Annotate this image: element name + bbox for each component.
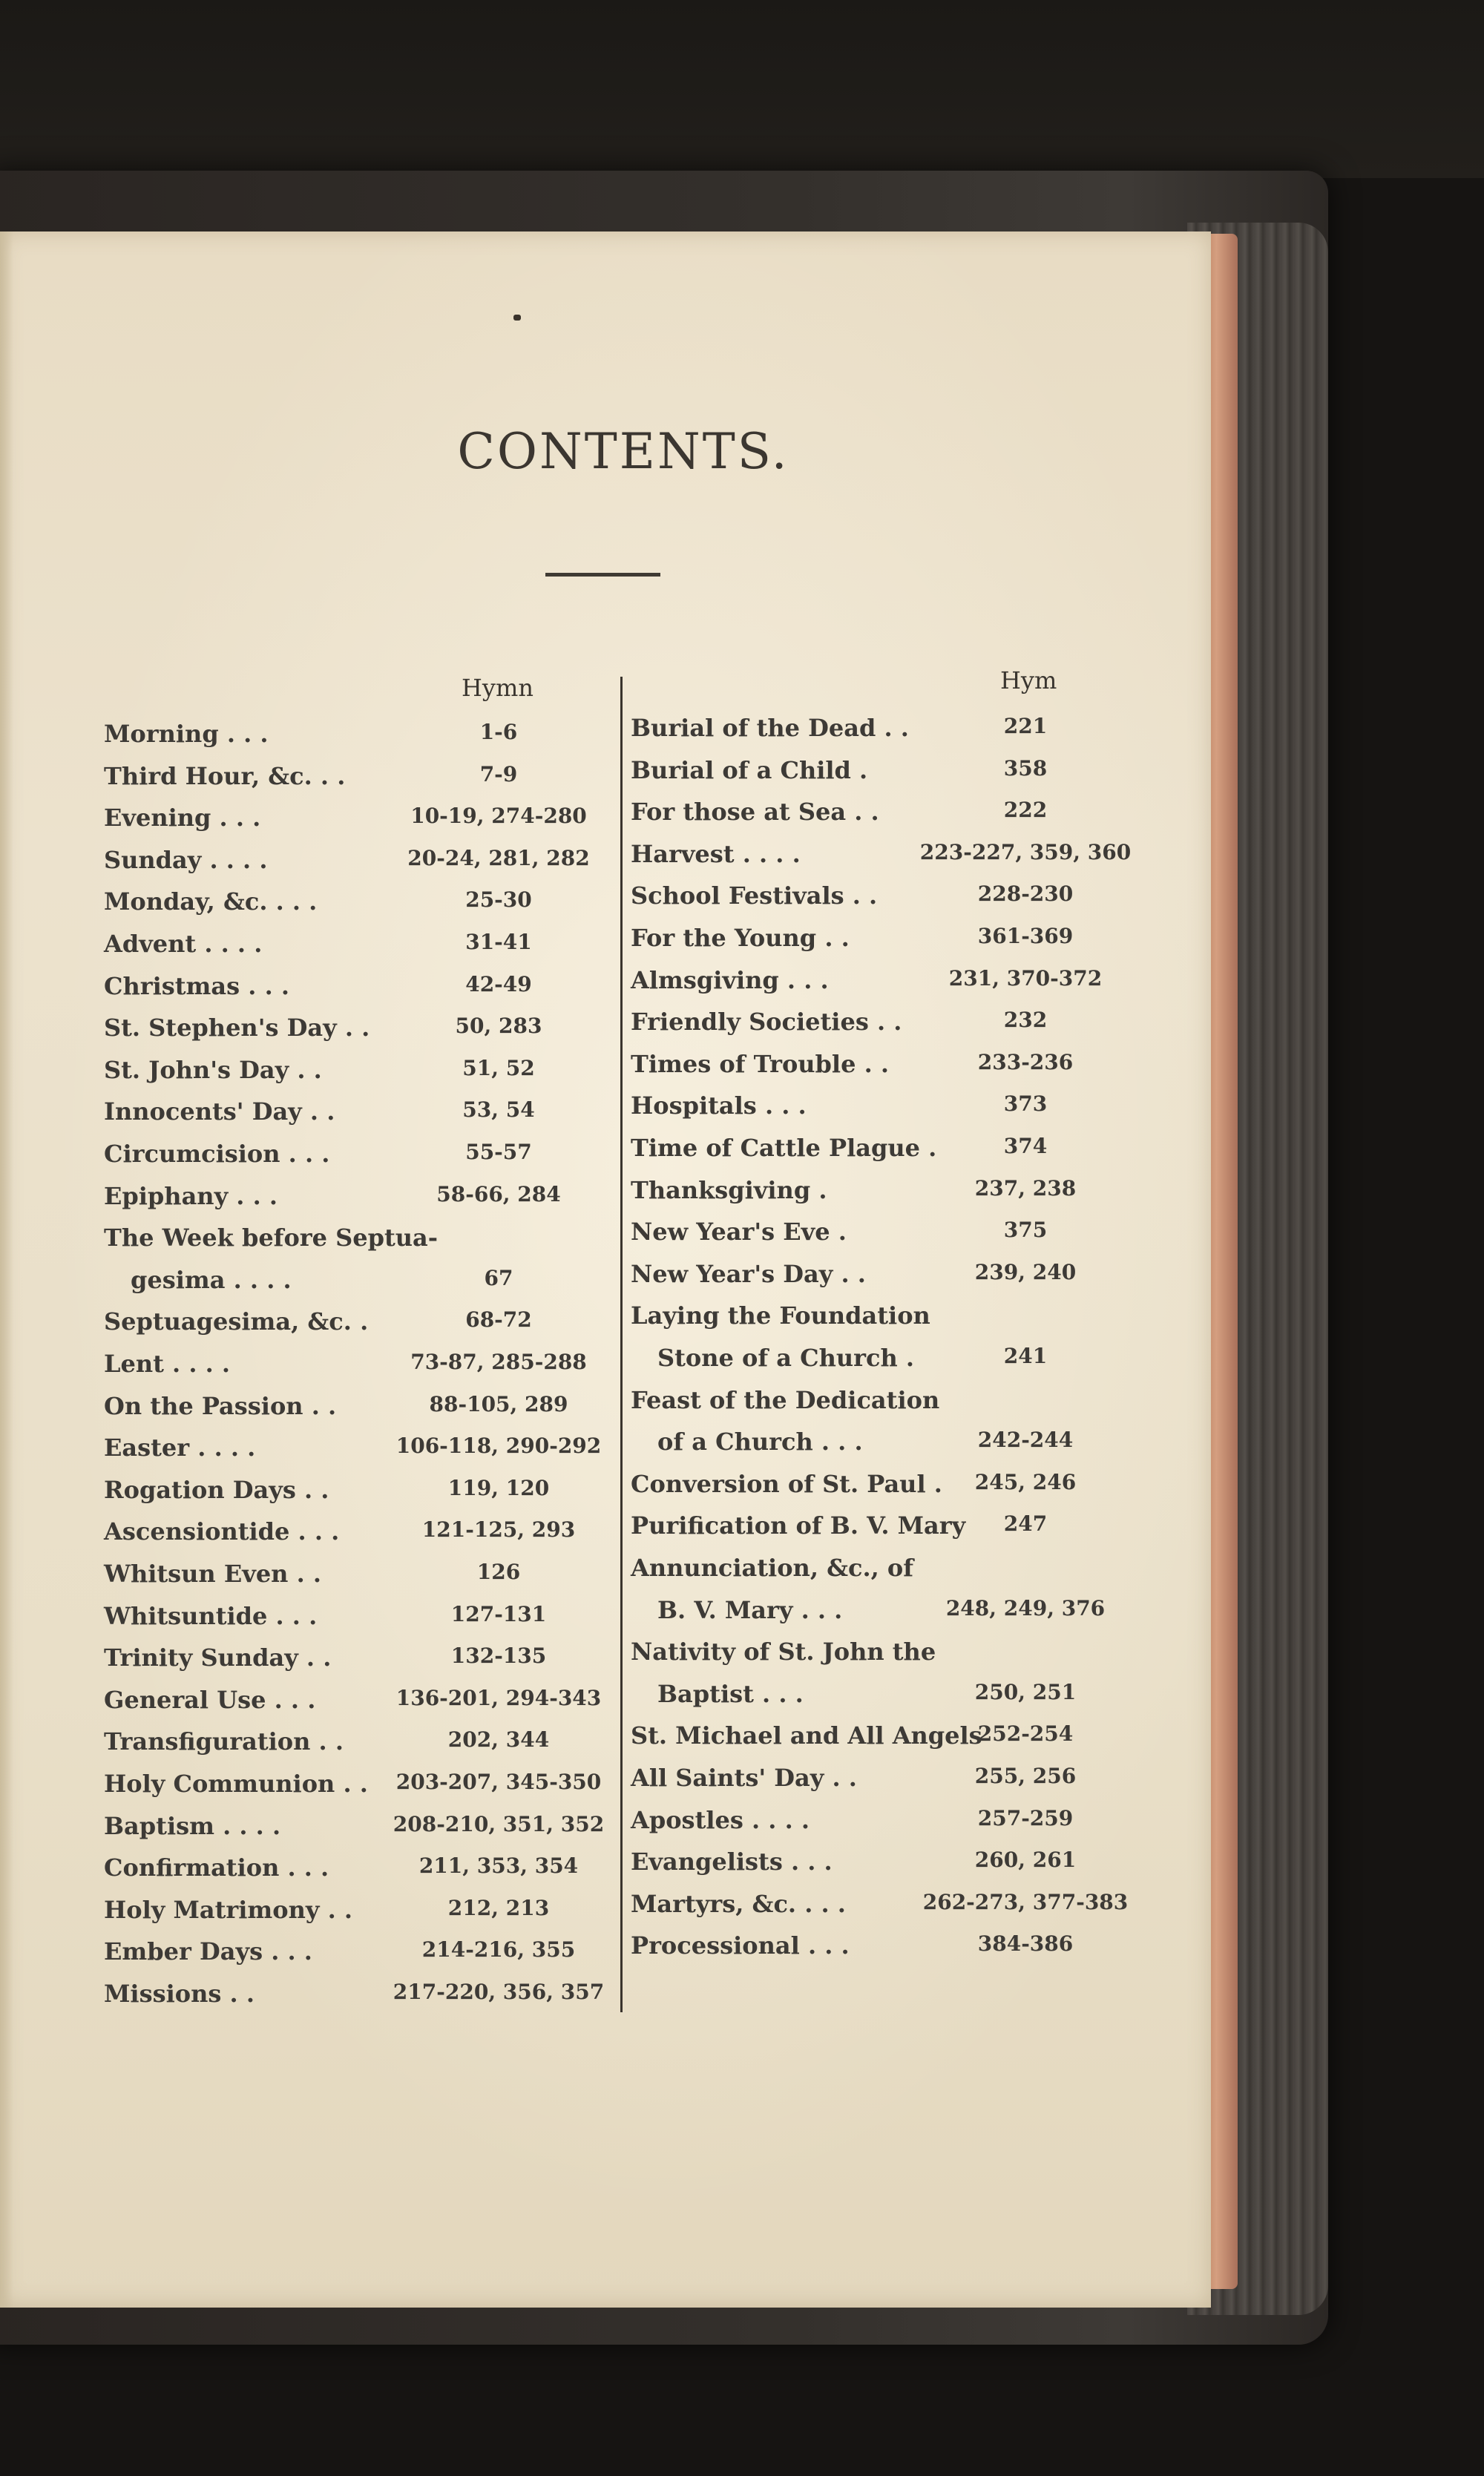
toc-entry-hymn-numbers: 88-105, 289 xyxy=(429,1391,568,1416)
toc-entry-label: Stone of a Church . xyxy=(657,1344,915,1372)
toc-entry-label: On the Passion . . xyxy=(104,1391,337,1420)
toc-entry xyxy=(104,1517,608,1559)
toc-entry-hymn-numbers: 255, 256 xyxy=(974,1764,1077,1788)
toc-entry-label: Septuagesima, &c. . xyxy=(104,1307,369,1336)
toc-entry-hymn-numbers: 51, 52 xyxy=(462,1055,535,1080)
toc-entry xyxy=(104,1980,608,2021)
toc-entry xyxy=(104,1476,608,1517)
toc-entry xyxy=(104,1392,608,1434)
toc-entry-hymn-numbers: 7-9 xyxy=(479,761,518,787)
toc-entry xyxy=(104,1686,608,1727)
toc-entry xyxy=(631,1848,1150,1889)
toc-entry xyxy=(631,1764,1150,1805)
toc-entry-label: Holy Matrimony . . xyxy=(104,1895,353,1924)
toc-entry xyxy=(631,1008,1150,1049)
toc-entry xyxy=(104,1307,608,1349)
toc-entry-hymn-numbers: 232 xyxy=(1003,1008,1048,1033)
toc-entry xyxy=(104,1097,608,1139)
toc-entry-label: St. John's Day . . xyxy=(104,1055,322,1084)
toc-entry-label: Morning . . . xyxy=(104,720,269,748)
toc-entry xyxy=(631,1806,1150,1848)
toc-entry-label: All Saints' Day . . xyxy=(631,1764,857,1792)
toc-entry xyxy=(631,1890,1150,1931)
toc-entry xyxy=(631,1176,1150,1218)
ink-mark xyxy=(513,315,521,321)
toc-entry xyxy=(104,720,608,761)
toc-entry xyxy=(631,840,1150,881)
toc-entry xyxy=(104,1056,608,1097)
toc-entry xyxy=(631,798,1150,839)
toc-entry-hymn-numbers: 126 xyxy=(476,1560,521,1584)
toc-entry-label: Holy Communion . . xyxy=(104,1770,368,1798)
toc-entry-hymn-numbers: 384-386 xyxy=(977,1931,1074,1957)
toc-entry xyxy=(631,1386,1150,1428)
toc-entry-label: Friendly Societies . . xyxy=(631,1008,902,1037)
toc-entry-label: Feast of the Dedication xyxy=(631,1385,940,1414)
toc-entry-label: Sunday . . . . xyxy=(104,845,268,874)
toc-entry xyxy=(631,1638,1150,1679)
toc-entry-hymn-numbers: 252-254 xyxy=(977,1721,1074,1747)
toc-entry-hymn-numbers: 374 xyxy=(1003,1134,1048,1158)
toc-entry-hymn-numbers: 262-273, 377-383 xyxy=(922,1889,1129,1914)
toc-entry-hymn-numbers: 1-6 xyxy=(479,720,518,744)
toc-entry-hymn-numbers: 257-259 xyxy=(977,1805,1074,1830)
toc-entry-hymn-numbers: 119, 120 xyxy=(447,1475,550,1500)
toc-entry-hymn-numbers: 358 xyxy=(1003,755,1048,781)
toc-entry xyxy=(631,1511,1150,1553)
toc-entry-hymn-numbers: 25-30 xyxy=(465,887,532,913)
toc-entry xyxy=(104,1014,608,1055)
toc-entry-hymn-numbers: 31-41 xyxy=(465,930,532,954)
toc-entry-hymn-numbers: 237, 238 xyxy=(974,1175,1077,1201)
toc-entry-label: Evangelists . . . xyxy=(631,1848,833,1876)
column-divider xyxy=(620,677,623,2012)
toc-entry-hymn-numbers: 223-227, 359, 360 xyxy=(919,839,1132,864)
toc-entry-hymn-numbers: 73-87, 285-288 xyxy=(410,1350,587,1374)
toc-entry-hymn-numbers: 260, 261 xyxy=(974,1848,1077,1873)
toc-entry-hymn-numbers: 248, 249, 376 xyxy=(945,1595,1106,1620)
toc-entry-label: Christmas . . . xyxy=(104,971,289,1000)
toc-entry xyxy=(631,1301,1150,1343)
toc-entry-hymn-numbers: 68-72 xyxy=(465,1307,532,1333)
toc-entry xyxy=(104,1182,608,1224)
toc-entry-label: Lent . . . . xyxy=(104,1350,231,1378)
toc-entry-label: Martyrs, &c. . . . xyxy=(631,1889,846,1918)
toc-entry-hymn-numbers: 203-207, 345-350 xyxy=(395,1770,602,1794)
page-title: CONTENTS. xyxy=(457,423,789,480)
toc-entry-hymn-numbers: 375 xyxy=(1003,1218,1048,1243)
toc-entry-hymn-numbers: 106-118, 290-292 xyxy=(395,1434,602,1459)
toc-entry-label: New Year's Day . . xyxy=(631,1259,866,1288)
toc-entry xyxy=(104,1643,608,1685)
toc-entry xyxy=(104,1896,608,1937)
toc-entry-label: Whitsuntide . . . xyxy=(104,1601,318,1630)
toc-entry xyxy=(631,1470,1150,1511)
toc-entry xyxy=(631,1260,1150,1301)
toc-entry-hymn-numbers: 231, 370-372 xyxy=(948,965,1103,991)
toc-entry xyxy=(104,1727,608,1769)
toc-entry xyxy=(631,1218,1150,1259)
toc-entry xyxy=(104,1140,608,1181)
title-rule xyxy=(545,573,660,577)
toc-entry xyxy=(104,846,608,887)
toc-entry-hymn-numbers: 242-244 xyxy=(977,1428,1074,1453)
toc-entry xyxy=(104,804,608,845)
toc-entry xyxy=(104,972,608,1014)
toc-entry-label: For those at Sea . . xyxy=(631,798,879,827)
toc-entry-hymn-numbers: 250, 251 xyxy=(974,1679,1077,1704)
toc-entry-label: of a Church . . . xyxy=(657,1428,863,1457)
toc-entry xyxy=(104,1224,608,1265)
toc-entry xyxy=(104,1266,608,1307)
toc-entry-label: St. Michael and All Angels xyxy=(631,1721,982,1750)
toc-entry-hymn-numbers: 373 xyxy=(1003,1091,1048,1117)
toc-entry-hymn-numbers: 55-57 xyxy=(465,1140,532,1164)
toc-entry xyxy=(104,1770,608,1811)
toc-entry-hymn-numbers: 42-49 xyxy=(465,971,532,996)
toc-entry-hymn-numbers: 247 xyxy=(1003,1511,1048,1537)
toc-entry-hymn-numbers: 67 xyxy=(484,1265,513,1290)
toc-entry-label: General Use . . . xyxy=(104,1685,316,1714)
toc-entry-hymn-numbers: 211, 353, 354 xyxy=(418,1853,579,1879)
toc-entry xyxy=(631,966,1150,1008)
toc-entry-label: School Festivals . . xyxy=(631,881,878,910)
toc-entry-hymn-numbers: 212, 213 xyxy=(447,1895,550,1920)
toc-entry-label: Epiphany . . . xyxy=(104,1181,278,1210)
toc-entry xyxy=(631,756,1150,798)
toc-entry xyxy=(631,1050,1150,1091)
toc-entry-hymn-numbers: 233-236 xyxy=(977,1049,1074,1074)
toc-entry xyxy=(104,1434,608,1475)
toc-entry xyxy=(631,1596,1150,1638)
right-column-header: Hym xyxy=(1000,666,1057,694)
toc-entry xyxy=(631,1344,1150,1385)
toc-entry-hymn-numbers: 127-131 xyxy=(450,1601,547,1626)
toc-entry-hymn-numbers: 121-125, 293 xyxy=(421,1517,576,1543)
toc-entry-hymn-numbers: 245, 246 xyxy=(974,1469,1077,1494)
toc-entry xyxy=(104,930,608,971)
toc-entry-hymn-numbers: 361-369 xyxy=(977,924,1074,948)
toc-entry-hymn-numbers: 241 xyxy=(1003,1344,1048,1368)
toc-entry-label: Purification of B. V. Mary xyxy=(631,1511,966,1540)
toc-entry-label: Harvest . . . . xyxy=(631,839,801,868)
toc-entry xyxy=(104,1812,608,1853)
toc-entry-label: Baptist . . . xyxy=(657,1679,804,1708)
toc-entry-label: Annunciation, &c., of xyxy=(631,1554,913,1582)
toc-entry-hymn-numbers: 20-24, 281, 282 xyxy=(407,845,590,870)
toc-entry xyxy=(104,1350,608,1391)
toc-entry-label: Nativity of St. John the xyxy=(631,1638,936,1666)
left-column-header: Hymn xyxy=(462,674,533,702)
toc-entry-label: Advent . . . . xyxy=(104,930,263,958)
toc-entry-label: Easter . . . . xyxy=(104,1434,256,1462)
toc-entry-hymn-numbers: 217-220, 356, 357 xyxy=(393,1980,605,2004)
toc-entry xyxy=(631,1134,1150,1175)
toc-entry-label: Missions . . xyxy=(104,1980,255,2008)
toc-entry-label: Burial of a Child . xyxy=(631,755,868,784)
toc-entry-label: Thanksgiving . xyxy=(631,1175,827,1204)
toc-entry-label: Rogation Days . . xyxy=(104,1475,329,1504)
toc-entry-label: gesima . . . . xyxy=(131,1265,292,1294)
toc-entry-label: B. V. Mary . . . xyxy=(657,1595,843,1624)
toc-entry-hymn-numbers: 58-66, 284 xyxy=(436,1181,561,1206)
toc-entry xyxy=(104,1853,608,1895)
toc-entry-hymn-numbers: 222 xyxy=(1003,798,1048,823)
toc-entry-label: Processional . . . xyxy=(631,1931,850,1960)
toc-entry-hymn-numbers: 221 xyxy=(1003,714,1048,738)
toc-entry xyxy=(631,881,1150,923)
toc-entry-label: The Week before Septua- xyxy=(104,1224,439,1252)
toc-entry-label: Circumcision . . . xyxy=(104,1140,330,1168)
page-gutter xyxy=(0,231,13,2308)
toc-entry-label: Burial of the Dead . . xyxy=(631,714,909,742)
toc-entry xyxy=(631,1931,1150,1973)
backdrop xyxy=(0,0,1484,178)
toc-entry-label: New Year's Eve . xyxy=(631,1218,847,1247)
toc-entry xyxy=(104,1560,608,1601)
toc-entry-label: Hospitals . . . xyxy=(631,1091,807,1120)
toc-entry-hymn-numbers: 53, 54 xyxy=(462,1097,535,1123)
toc-entry-hymn-numbers: 50, 283 xyxy=(455,1014,542,1039)
toc-entry-hymn-numbers: 202, 344 xyxy=(447,1727,550,1753)
toc-entry xyxy=(631,1680,1150,1721)
toc-entry-hymn-numbers: 228-230 xyxy=(977,881,1074,907)
toc-entry xyxy=(104,762,608,804)
toc-entry-label: Laying the Foundation xyxy=(631,1301,930,1330)
toc-entry-label: Times of Trouble . . xyxy=(631,1049,889,1078)
toc-entry-label: Confirmation . . . xyxy=(104,1853,329,1882)
toc-entry xyxy=(631,924,1150,965)
toc-entry-label: Monday, &c. . . . xyxy=(104,887,318,916)
toc-entry-label: Whitsun Even . . xyxy=(104,1560,321,1588)
toc-entry-hymn-numbers: 239, 240 xyxy=(974,1259,1077,1284)
toc-entry-label: Innocents' Day . . xyxy=(104,1097,335,1126)
toc-entry-hymn-numbers: 136-201, 294-343 xyxy=(395,1685,602,1710)
toc-entry-label: Conversion of St. Paul . xyxy=(631,1469,942,1498)
toc-entry xyxy=(631,1554,1150,1595)
toc-entry-label: Almsgiving . . . xyxy=(631,965,829,994)
toc-entry-label: Third Hour, &c. . . xyxy=(104,761,346,790)
toc-entry xyxy=(631,1721,1150,1763)
toc-entry-label: St. Stephen's Day . . xyxy=(104,1014,370,1042)
toc-entry-label: Baptism . . . . xyxy=(104,1811,281,1840)
toc-entry xyxy=(631,1091,1150,1133)
toc-entry-hymn-numbers: 214-216, 355 xyxy=(421,1937,576,1963)
toc-entry xyxy=(104,1937,608,1979)
toc-entry-label: Evening . . . xyxy=(104,804,261,833)
toc-entry-label: For the Young . . xyxy=(631,924,850,952)
toc-entry-hymn-numbers: 10-19, 274-280 xyxy=(410,804,587,829)
toc-entry xyxy=(104,1602,608,1643)
toc-entry-label: Time of Cattle Plague . xyxy=(631,1134,937,1162)
toc-entry-label: Ember Days . . . xyxy=(104,1937,312,1966)
toc-entry-label: Ascensiontide . . . xyxy=(104,1517,340,1546)
toc-entry xyxy=(631,714,1150,755)
toc-entry-label: Trinity Sunday . . xyxy=(104,1643,332,1672)
toc-entry-label: Apostles . . . . xyxy=(631,1805,810,1834)
toc-entry-hymn-numbers: 132-135 xyxy=(450,1643,547,1669)
toc-entry-label: Transfiguration . . xyxy=(104,1727,344,1756)
toc-entry-hymn-numbers: 208-210, 351, 352 xyxy=(393,1811,605,1836)
toc-entry xyxy=(104,887,608,929)
toc-entry xyxy=(631,1428,1150,1469)
